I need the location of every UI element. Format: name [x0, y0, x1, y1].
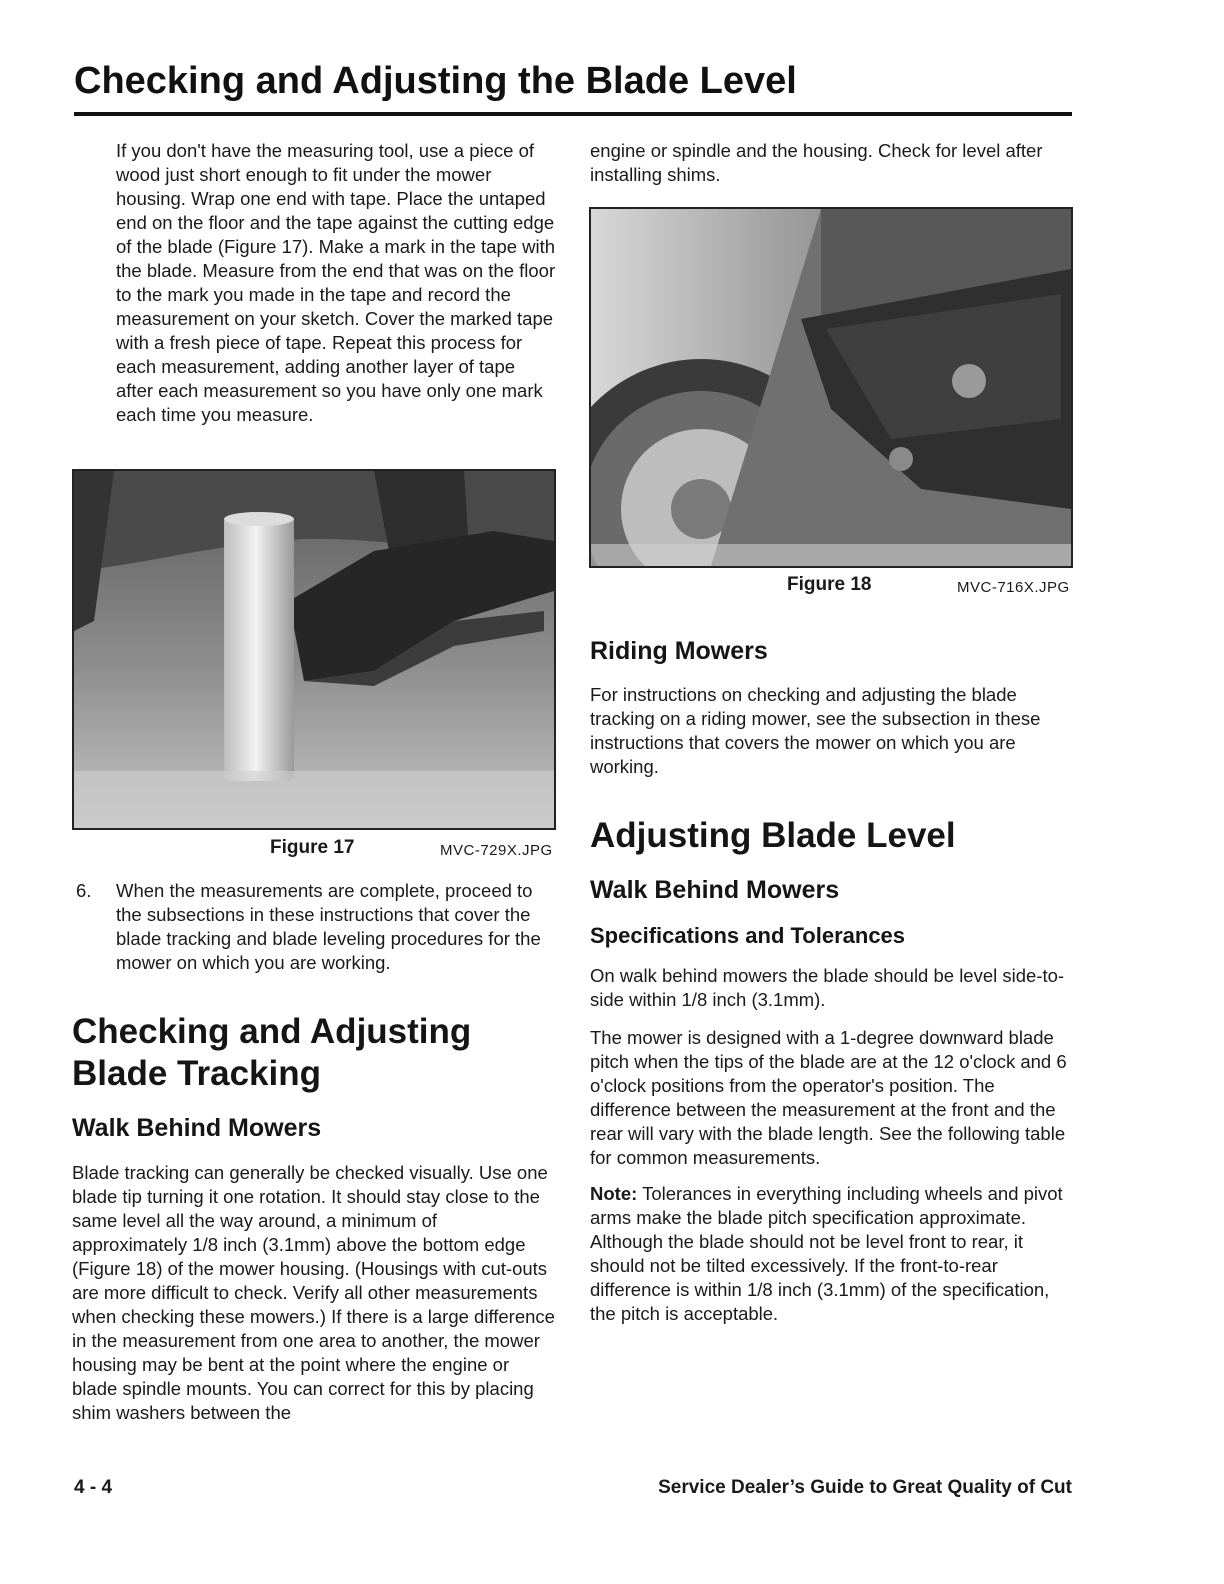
intro-paragraph: If you don't have the measuring tool, use a piece of wood just short enough to fit under the mower housing. Wrap one end with tape. Place the untaped end on the floor and the tape against the cutting edge of the blade (Figure 17). Make a mark in the tape with the blade. Measure from the end that was on the floor to the mark you made in the tape and record the measurement on your sketch. Cover the marked tape with a fresh piece of tape. Repeat this process for each measurement, adding another layer of tape after each measurement so you have only one mark each time you measure. — [116, 140, 556, 425]
specs-heading: Specifications and Tolerances — [590, 923, 906, 948]
level-heading: Adjusting Blade Level — [590, 816, 956, 855]
note-label: Note: — [590, 1183, 638, 1204]
figure-18-filename: MVC-716X.JPG — [957, 579, 1070, 596]
note-paragraph — [590, 1182, 1076, 1326]
figure-17-filename: MVC-729X.JPG — [440, 842, 553, 859]
figure-18-photo — [589, 207, 1073, 568]
tracking-heading — [72, 1011, 552, 1095]
note-text: Tolerances in everything including wheels and pivot arms make the blade pitch specification approximate. Although the blade should not be level front to rear, it should not be tilted excessively. If the front-to-rear difference is within 1/8 inch (3.1mm) of the specification, the pitch is acceptable. — [590, 1183, 1063, 1324]
riding-paragraph: For instructions on checking and adjusting the blade tracking on a riding mower, see the subsection in these instructions that covers the mower on which you are working. — [590, 684, 1041, 777]
right-continuation-paragraph: engine or spindle and the housing. Check for level after installing shims. — [590, 140, 1043, 185]
mower-wheel-housing-image — [591, 209, 1071, 566]
page-title: Checking and Adjusting the Blade Level — [74, 60, 797, 102]
figure-17-photo — [72, 469, 556, 830]
title-rule — [74, 112, 1072, 116]
page-number: 4 - 4 — [74, 1477, 113, 1498]
specs-paragraph-1: On walk behind mowers the blade should be level side-to-side within 1/8 inch (3.1mm). — [590, 965, 1065, 1010]
step-6-number: 6. — [76, 880, 92, 901]
tracking-subheading: Walk Behind Mowers — [72, 1114, 322, 1142]
specs-paragraph-2: The mower is designed with a 1-degree downward blade pitch when the tips of the blade are at the 12 o'clock and 6 o'clock positions from the operator's position. The difference between the measurement at the front and the rear will vary with the blade length. See the following table for common measurements. — [590, 1027, 1067, 1168]
level-subheading: Walk Behind Mowers — [590, 876, 840, 904]
step-6-text: When the measurements are complete, proceed to the subsections in these instructions that cover the blade tracking and blade leveling procedures for the mower on which you are working. — [116, 880, 541, 973]
guide-title: Service Dealer’s Guide to Great Quality of Cut — [658, 1477, 1072, 1498]
tracking-paragraph: Blade tracking can generally be checked visually. Use one blade tip turning it one rotation. It should stay close to the same level all the way around, a minimum of approximately 1/8 inch (3.1mm) above the bottom edge (Figure 18) of the mower housing. (Housings with cut-outs are more difficult to check. Verify all other measurements when checking these mowers.) If there is a large difference in the measurement from one area to another, the mower housing may be bent at the point where the engine or blade spindle mounts. You can correct for this by placing shim washers between the — [72, 1162, 555, 1423]
figure-18-label: Figure 18 — [787, 574, 872, 595]
tracking-heading-line2: Blade Tracking — [72, 1054, 321, 1093]
riding-heading: Riding Mowers — [590, 637, 768, 665]
tracking-heading-line1: Checking and Adjusting — [72, 1012, 472, 1051]
figure-17-label: Figure 17 — [270, 837, 355, 858]
blade-tape-measure-image — [74, 471, 554, 828]
